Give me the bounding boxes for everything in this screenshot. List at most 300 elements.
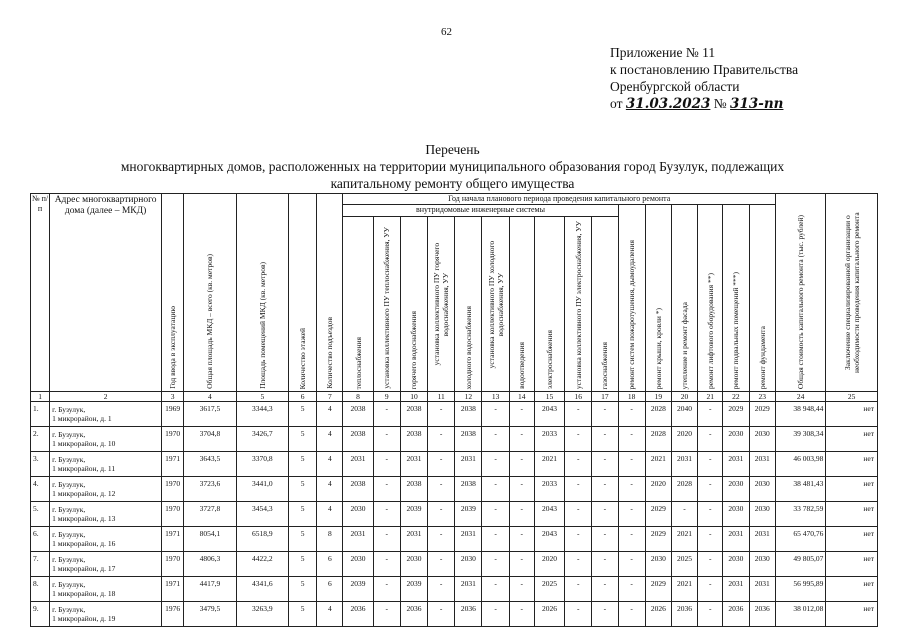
row-cell-c9: - — [373, 402, 400, 427]
row-cell-c20: 2021 — [671, 527, 697, 552]
header-roof: ремонт крыши, кровли *) — [653, 307, 663, 389]
table-row — [31, 402, 878, 427]
row-cell-total: 8054,1 — [184, 527, 236, 552]
table-row — [31, 527, 878, 552]
row-cell-c22: 2029 — [723, 402, 749, 427]
row-cell-c22: 2030 — [723, 477, 749, 502]
row-cell-c8: 2038 — [343, 427, 373, 452]
column-number: 4 — [184, 392, 236, 402]
column-number: 21 — [698, 392, 723, 402]
header-area-total-cell — [184, 194, 236, 392]
row-cost: 38 012,08 — [775, 602, 825, 627]
row-cell-c18: - — [618, 452, 645, 477]
header-address: Адрес многоквартирного дома (далее – МКД) — [50, 194, 162, 392]
row-cell-c15: 2020 — [534, 552, 564, 577]
column-number: 16 — [565, 392, 592, 402]
header-drainage: водоотведения — [517, 342, 527, 389]
row-cell-c11: - — [428, 452, 455, 477]
row-cell-c13: - — [482, 552, 509, 577]
column-number: 22 — [723, 392, 749, 402]
header-hot-meter: установка коллективного ПУ горячего водоснабжения, УУ — [432, 242, 451, 366]
row-address-city: г. Бузулук, — [52, 430, 86, 439]
row-address-city: г. Бузулук, — [52, 580, 86, 589]
row-cell-ent: 4 — [317, 502, 343, 527]
row-address-city: г. Бузулук, — [52, 505, 86, 514]
row-cell-c17: - — [592, 402, 618, 427]
table-row — [31, 602, 878, 627]
row-address-house: 1 микрорайон, д. 16 — [52, 539, 116, 548]
header-group-internal: внутридомовые инженерные системы — [343, 205, 618, 217]
row-cell-year: 1970 — [162, 477, 184, 502]
row-cell-c21: - — [698, 427, 723, 452]
row-address — [50, 452, 162, 477]
row-cell-c14: - — [509, 577, 534, 602]
header-conclusion: Заключение специализированной организации о необходимости проведения капитального ремонта — [842, 212, 861, 373]
row-cell-prem: 3370,8 — [236, 452, 288, 477]
column-number: 5 — [236, 392, 288, 402]
doc-title: Перечень — [425, 142, 480, 157]
header-entrances: Количество подъездов — [325, 317, 335, 389]
row-cell-c9: - — [373, 477, 400, 502]
header-area-premises: Площадь помещений МКД (кв. метров) — [257, 262, 267, 389]
header-heat-meter-cell — [373, 216, 400, 391]
table-row — [31, 477, 878, 502]
row-cell-c17: - — [592, 477, 618, 502]
row-cell-c19: 2020 — [645, 477, 671, 502]
table-row — [31, 577, 878, 602]
row-address — [50, 402, 162, 427]
row-cell-prem: 3344,3 — [236, 402, 288, 427]
row-cell-c14: - — [509, 477, 534, 502]
row-cell-c8: 2038 — [343, 402, 373, 427]
row-cell-c19: 2029 — [645, 577, 671, 602]
table-row — [31, 502, 878, 527]
row-address-city: г. Бузулук, — [52, 530, 86, 539]
table-body — [31, 402, 878, 627]
row-cell-c9: - — [373, 552, 400, 577]
row-cell-c20: 2021 — [671, 577, 697, 602]
row-cell-floors: 5 — [289, 502, 317, 527]
row-cell-prem: 3441,0 — [236, 477, 288, 502]
header-cold-water: холодного водоснабжения — [463, 305, 473, 389]
header-electric-cell — [534, 216, 564, 391]
header-electric: электроснабжения — [544, 330, 554, 389]
row-cell-c21: - — [698, 602, 723, 627]
row-cell-c8: 2036 — [343, 602, 373, 627]
column-number: 9 — [373, 392, 400, 402]
row-cell-c20: 2025 — [671, 552, 697, 577]
column-number: 2 — [50, 392, 162, 402]
row-cell-c17: - — [592, 552, 618, 577]
row-cell-c23: 2031 — [749, 527, 775, 552]
header-floors-cell — [289, 194, 317, 392]
row-cell-c16: - — [565, 477, 592, 502]
row-address-house: 1 микрорайон, д. 10 — [52, 439, 116, 448]
row-conclusion: нет — [826, 502, 878, 527]
row-address — [50, 602, 162, 627]
column-number: 19 — [645, 392, 671, 402]
row-cell-c20: 2020 — [671, 427, 697, 452]
row-cell-c18: - — [618, 527, 645, 552]
row-cell-c13: - — [482, 527, 509, 552]
row-cell-c19: 2028 — [645, 427, 671, 452]
annex-title: Приложение № 11 — [610, 45, 716, 60]
row-cell-c14: - — [509, 527, 534, 552]
row-cell-c23: 2030 — [749, 502, 775, 527]
row-address-house: 1 микрорайон, д. 18 — [52, 589, 116, 598]
row-cell-c23: 2029 — [749, 402, 775, 427]
row-cell-c13: - — [482, 427, 509, 452]
column-number: 24 — [775, 392, 825, 402]
row-cell-c9: - — [373, 527, 400, 552]
annex-number: 313-пп — [730, 96, 784, 112]
row-number: 4. — [31, 477, 50, 502]
row-cell-c18: - — [618, 577, 645, 602]
row-cell-ent: 4 — [317, 402, 343, 427]
row-cell-ent: 4 — [317, 427, 343, 452]
row-cell-c13: - — [482, 577, 509, 602]
row-cell-c22: 2031 — [723, 452, 749, 477]
row-cell-c23: 2031 — [749, 452, 775, 477]
row-cell-year: 1970 — [162, 502, 184, 527]
column-number: 13 — [482, 392, 509, 402]
row-address — [50, 427, 162, 452]
header-area-premises-cell — [236, 194, 288, 392]
row-cell-c8: 2031 — [343, 527, 373, 552]
header-hot-meter-cell — [428, 216, 455, 391]
row-cell-c10: 2039 — [400, 577, 427, 602]
header-facade: утепление и ремонт фасада — [680, 301, 690, 389]
row-cell-c11: - — [428, 477, 455, 502]
header-elec-meter-cell — [565, 216, 592, 391]
header-hot-water-cell — [400, 216, 427, 391]
header-year: Год ввода в эксплуатацию — [168, 306, 178, 389]
row-cell-c15: 2043 — [534, 527, 564, 552]
row-cell-c20: - — [671, 502, 697, 527]
row-conclusion: нет — [826, 602, 878, 627]
header-lift-cell — [698, 205, 723, 392]
column-number: 15 — [534, 392, 564, 402]
column-number: 23 — [749, 392, 775, 402]
row-cell-prem: 3426,7 — [236, 427, 288, 452]
row-cell-total: 3617,5 — [184, 402, 236, 427]
row-cell-c10: 2038 — [400, 402, 427, 427]
annex-line-2: к постановлению Правительства — [610, 62, 799, 77]
row-cell-c10: 2030 — [400, 552, 427, 577]
row-address-house: 1 микрорайон, д. 1 — [52, 414, 112, 423]
header-gas-cell — [592, 216, 618, 391]
row-address-city: г. Бузулук, — [52, 480, 86, 489]
row-cell-c8: 2030 — [343, 502, 373, 527]
doc-title-line-2: многоквартирных домов, расположенных на территории муниципального образования город Бузулук, подлежащих — [120, 159, 785, 174]
row-cell-c23: 2030 — [749, 427, 775, 452]
row-cell-c23: 2031 — [749, 577, 775, 602]
annex-block — [610, 44, 798, 113]
row-cell-c12: 2031 — [455, 452, 482, 477]
row-cell-c18: - — [618, 552, 645, 577]
row-cell-c23: 2030 — [749, 552, 775, 577]
row-cell-c9: - — [373, 502, 400, 527]
header-entrances-cell — [317, 194, 343, 392]
row-cell-year: 1976 — [162, 602, 184, 627]
row-cell-c22: 2031 — [723, 527, 749, 552]
row-cell-c19: 2030 — [645, 552, 671, 577]
row-cell-total: 4417,9 — [184, 577, 236, 602]
header-basement: ремонт подвальных помещений ***) — [731, 271, 741, 389]
row-cell-c16: - — [565, 577, 592, 602]
row-cell-c22: 2031 — [723, 577, 749, 602]
row-cell-c18: - — [618, 427, 645, 452]
row-cell-floors: 5 — [289, 552, 317, 577]
row-cell-c19: 2029 — [645, 502, 671, 527]
row-address — [50, 552, 162, 577]
header-foundation: ремонт фундамента — [757, 325, 767, 389]
row-cell-c21: - — [698, 552, 723, 577]
row-cell-c20: 2028 — [671, 477, 697, 502]
row-cell-floors: 5 — [289, 477, 317, 502]
column-number: 25 — [826, 392, 878, 402]
row-address — [50, 477, 162, 502]
row-cell-c21: - — [698, 477, 723, 502]
row-cell-c12: 2031 — [455, 577, 482, 602]
row-cost: 39 308,34 — [775, 427, 825, 452]
row-address-city: г. Бузулук, — [52, 605, 86, 614]
row-cell-year: 1969 — [162, 402, 184, 427]
row-cell-floors: 5 — [289, 452, 317, 477]
row-conclusion: нет — [826, 477, 878, 502]
row-address-house: 1 микрорайон, д. 13 — [52, 514, 116, 523]
row-cell-c12: 2038 — [455, 477, 482, 502]
row-cell-c22: 2030 — [723, 502, 749, 527]
header-drainage-cell — [509, 216, 534, 391]
row-cell-c16: - — [565, 452, 592, 477]
row-cell-c17: - — [592, 602, 618, 627]
row-cell-c15: 2025 — [534, 577, 564, 602]
annex-date: 31.03.2023 — [625, 96, 711, 112]
row-cell-c13: - — [482, 452, 509, 477]
row-cell-prem: 4422,2 — [236, 552, 288, 577]
row-cell-c14: - — [509, 552, 534, 577]
column-number: 6 — [289, 392, 317, 402]
row-cell-c19: 2029 — [645, 527, 671, 552]
row-cell-total: 3479,5 — [184, 602, 236, 627]
row-cell-c10: 2031 — [400, 527, 427, 552]
row-cell-ent: 4 — [317, 602, 343, 627]
row-cell-c21: - — [698, 502, 723, 527]
row-conclusion: нет — [826, 452, 878, 477]
row-cell-c14: - — [509, 602, 534, 627]
header-gas: газоснабжения — [600, 341, 610, 389]
row-cell-c11: - — [428, 577, 455, 602]
header-group-main: Год начала планового периода проведения капитального ремонта — [343, 194, 776, 205]
column-number: 20 — [671, 392, 697, 402]
header-fire-cell — [618, 205, 645, 392]
row-cell-c13: - — [482, 502, 509, 527]
row-cell-c17: - — [592, 452, 618, 477]
row-address-city: г. Бузулук, — [52, 405, 86, 414]
row-cell-c17: - — [592, 427, 618, 452]
row-cell-c19: 2028 — [645, 402, 671, 427]
row-cost: 49 805,07 — [775, 552, 825, 577]
row-cost: 33 782,59 — [775, 502, 825, 527]
row-cell-c19: 2021 — [645, 452, 671, 477]
row-conclusion: нет — [826, 527, 878, 552]
header-heating-cell — [343, 216, 373, 391]
column-number: 7 — [317, 392, 343, 402]
row-address-house: 1 микрорайон, д. 12 — [52, 489, 116, 498]
row-conclusion: нет — [826, 427, 878, 452]
row-number: 1. — [31, 402, 50, 427]
header-num: № п/п — [31, 194, 50, 392]
row-cell-c13: - — [482, 402, 509, 427]
row-cell-c12: 2036 — [455, 602, 482, 627]
row-cell-c18: - — [618, 602, 645, 627]
row-cell-c8: 2038 — [343, 477, 373, 502]
row-cost: 38 481,43 — [775, 477, 825, 502]
row-cell-c8: 2030 — [343, 552, 373, 577]
row-cell-c17: - — [592, 502, 618, 527]
row-cell-c10: 2039 — [400, 502, 427, 527]
doc-title-line-3: капитальному ремонту общего имущества — [330, 176, 575, 191]
row-cell-c21: - — [698, 402, 723, 427]
annex-number-prefix: № — [713, 96, 727, 111]
row-cell-year: 1971 — [162, 527, 184, 552]
row-cell-year: 1970 — [162, 427, 184, 452]
row-number: 8. — [31, 577, 50, 602]
row-cell-c21: - — [698, 452, 723, 477]
repair-table — [30, 193, 878, 627]
header-heating: теплоснабжения — [353, 336, 363, 389]
row-cell-c11: - — [428, 602, 455, 627]
row-number: 9. — [31, 602, 50, 627]
header-foundation-cell — [749, 205, 775, 392]
header-facade-cell — [671, 205, 697, 392]
row-cell-c18: - — [618, 477, 645, 502]
row-cell-prem: 6518,9 — [236, 527, 288, 552]
column-number-row — [31, 392, 878, 402]
table-row — [31, 552, 878, 577]
row-cell-c15: 2021 — [534, 452, 564, 477]
header-row-1 — [31, 194, 878, 205]
header-hot-water: горячего водоснабжения — [409, 310, 419, 389]
row-cell-c21: - — [698, 527, 723, 552]
header-year-cell — [162, 194, 184, 392]
row-cell-total: 3723,6 — [184, 477, 236, 502]
row-cell-c9: - — [373, 602, 400, 627]
row-cell-c9: - — [373, 577, 400, 602]
row-cell-c15: 2043 — [534, 402, 564, 427]
table-row — [31, 427, 878, 452]
header-area-total: Общая площадь МКД – всего (кв. метров) — [205, 254, 215, 389]
row-cell-c16: - — [565, 552, 592, 577]
column-number: 10 — [400, 392, 427, 402]
column-number: 12 — [455, 392, 482, 402]
row-cell-c16: - — [565, 602, 592, 627]
header-cost: Общая стоимость капитального ремонта (тыс. рублей) — [796, 214, 806, 389]
row-cell-c15: 2043 — [534, 502, 564, 527]
row-cell-floors: 5 — [289, 602, 317, 627]
row-cell-c16: - — [565, 427, 592, 452]
row-cell-c12: 2038 — [455, 402, 482, 427]
row-cell-prem: 3454,3 — [236, 502, 288, 527]
row-cell-c9: - — [373, 427, 400, 452]
header-cold-meter: установка коллективного ПУ холодного водоснабжения, УУ — [486, 240, 505, 368]
header-floors: Количество этажей — [298, 327, 308, 389]
row-cell-c11: - — [428, 502, 455, 527]
row-conclusion: нет — [826, 552, 878, 577]
row-cell-c12: 2038 — [455, 427, 482, 452]
row-cell-ent: 8 — [317, 527, 343, 552]
row-cell-floors: 5 — [289, 427, 317, 452]
row-cell-c13: - — [482, 602, 509, 627]
row-cell-prem: 4341,6 — [236, 577, 288, 602]
row-cell-c8: 2039 — [343, 577, 373, 602]
column-number: 17 — [592, 392, 618, 402]
table-row — [31, 452, 878, 477]
row-address-house: 1 микрорайон, д. 19 — [52, 614, 116, 623]
header-roof-cell — [645, 205, 671, 392]
header-elec-meter: установка коллективного ПУ электроснабжения, УУ — [573, 220, 583, 389]
row-cell-c20: 2036 — [671, 602, 697, 627]
row-cell-c12: 2030 — [455, 552, 482, 577]
header-cost-cell — [775, 194, 825, 392]
row-cell-c18: - — [618, 402, 645, 427]
row-cell-ent: 4 — [317, 477, 343, 502]
row-cell-c19: 2026 — [645, 602, 671, 627]
header-fire: ремонт систем пожаротушения, дымоудаления — [627, 239, 637, 389]
row-cell-year: 1970 — [162, 552, 184, 577]
column-number: 1 — [31, 392, 50, 402]
row-conclusion: нет — [826, 577, 878, 602]
row-cell-c16: - — [565, 502, 592, 527]
annex-date-prefix: от — [610, 96, 623, 111]
row-cell-c10: 2036 — [400, 602, 427, 627]
annex-date-line — [610, 95, 798, 113]
row-cell-c17: - — [592, 527, 618, 552]
row-number: 5. — [31, 502, 50, 527]
column-number: 8 — [343, 392, 373, 402]
row-cell-total: 4806,3 — [184, 552, 236, 577]
row-cell-c10: 2038 — [400, 477, 427, 502]
row-cell-c14: - — [509, 427, 534, 452]
column-number: 3 — [162, 392, 184, 402]
row-cell-c16: - — [565, 527, 592, 552]
row-number: 2. — [31, 427, 50, 452]
row-cell-floors: 5 — [289, 577, 317, 602]
header-conclusion-cell — [826, 194, 878, 392]
row-cell-c12: 2039 — [455, 502, 482, 527]
row-cell-c20: 2040 — [671, 402, 697, 427]
column-number: 18 — [618, 392, 645, 402]
row-cost: 56 995,89 — [775, 577, 825, 602]
row-address — [50, 527, 162, 552]
row-cell-c23: 2036 — [749, 602, 775, 627]
row-cell-c14: - — [509, 402, 534, 427]
row-cell-year: 1971 — [162, 452, 184, 477]
header-lift: ремонт лифтового оборудования **) — [705, 273, 715, 389]
row-cell-c15: 2033 — [534, 477, 564, 502]
row-cell-floors: 5 — [289, 402, 317, 427]
row-address-house: 1 микрорайон, д. 17 — [52, 564, 116, 573]
row-cell-total: 3727,8 — [184, 502, 236, 527]
row-cell-c22: 2030 — [723, 552, 749, 577]
row-cell-c10: 2031 — [400, 452, 427, 477]
row-cell-floors: 5 — [289, 527, 317, 552]
row-cost: 38 948,44 — [775, 402, 825, 427]
annex-line-3: Оренбургской области — [610, 79, 740, 94]
row-cell-c14: - — [509, 502, 534, 527]
row-number: 6. — [31, 527, 50, 552]
